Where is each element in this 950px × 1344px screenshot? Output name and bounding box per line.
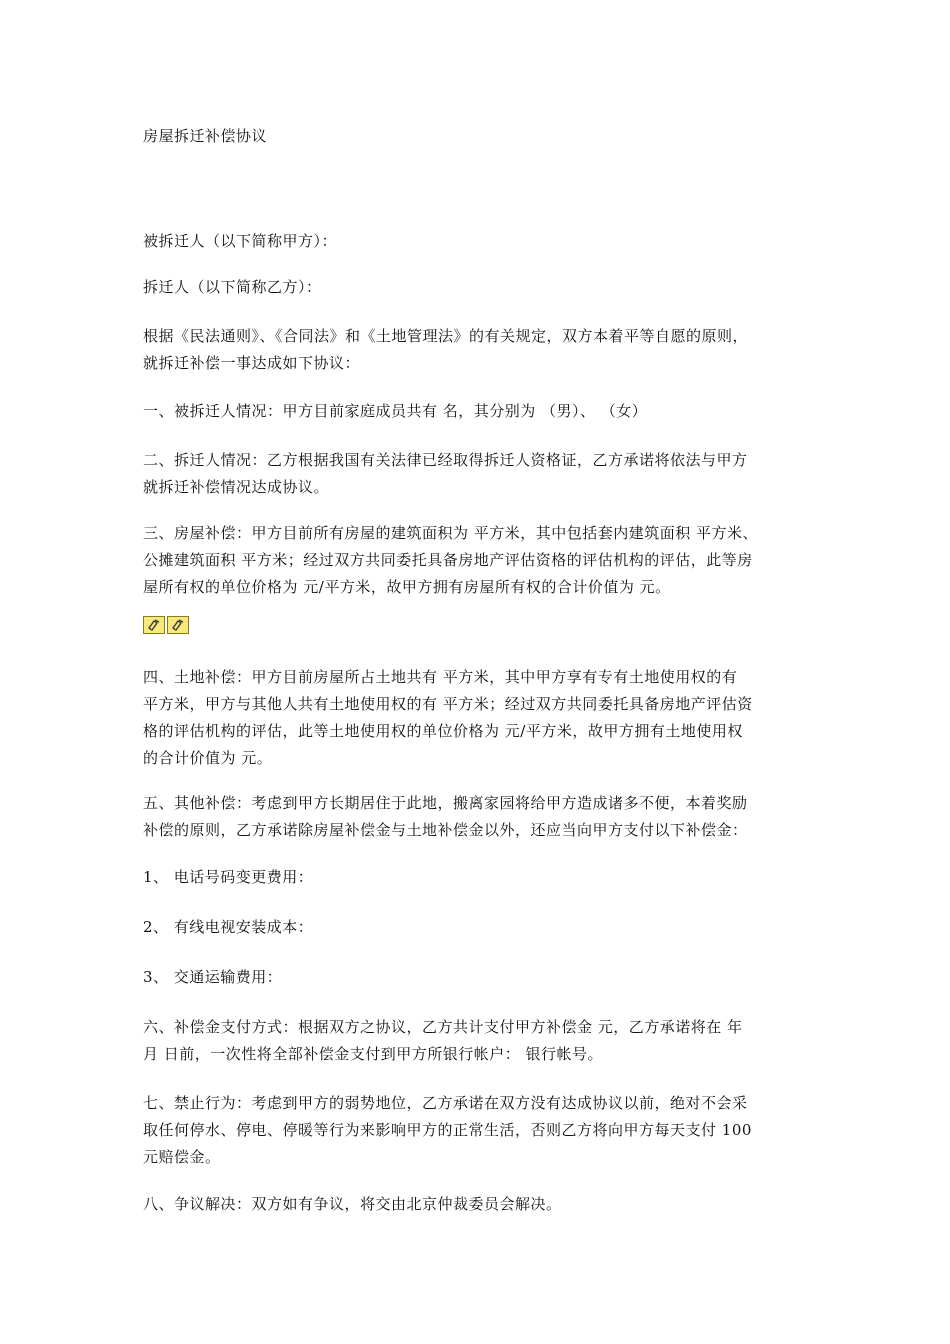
text-line: 月 日前，一次性将全部补偿金支付到甲方所银行帐户： 银行帐号。 [143,1045,604,1063]
text-line: 格的评估机构的评估，此等土地使用权的单位价格为 元/平方米，故甲方拥有土地使用权 [143,722,743,740]
text-line: 公摊建筑面积 平方米；经过双方共同委托具备房地产评估资格的评估机构的评估，此等房 [143,551,753,569]
intro-paragraph [143,323,813,377]
text-line: 取任何停水、停电、停暖等行为来影响甲方的正常生活，否则乙方将向甲方每天支付 100 [143,1121,752,1139]
text-line: 的合计价值为 元。 [143,749,273,767]
clause-7 [143,1090,813,1171]
clause-3 [143,520,813,601]
text-line: 平方米，甲方与其他人共有土地使用权的有 平方米；经过双方共同委托具备房地产评估资 [143,695,753,713]
text-line: 根据《民法通则》、《合同法》和《土地管理法》的有关规定，双方本着平等自愿的原则， [143,327,749,345]
text-line: 就拆迁补偿情况达成协议。 [143,478,330,496]
list-item-2: 2、 有线电视安装成本： [143,918,314,936]
text-line: 屋所有权的单位价格为 元/平方米，故甲方拥有房屋所有权的合计价值为 元。 [143,578,671,596]
text-line: 元赔偿金。 [143,1148,221,1166]
clause-6 [143,1014,813,1068]
text-line: 五、其他补偿：考虑到甲方长期居住于此地，搬离家园将给甲方造成诸多不便，本着奖励 [143,794,748,812]
text-line: 补偿的原则，乙方承诺除房屋补偿金与土地补偿金以外，还应当向甲方支付以下补偿金： [143,821,748,839]
document-title: 房屋拆迁补偿协议 [143,127,268,145]
list-item-1: 1、 电话号码变更费用： [143,868,314,886]
text-line: 六、补偿金支付方式：根据双方之协议，乙方共计支付甲方补偿金 元，乙方承诺将在 年 [143,1018,743,1036]
text-line: 二、拆迁人情况：乙方根据我国有关法律已经取得拆迁人资格证，乙方承诺将依法与甲方 [143,451,748,469]
clause-4 [143,664,813,772]
embedded-object-icons [143,616,189,634]
link-icon [143,616,165,634]
clause-8: 八、争议解决：双方如有争议，将交由北京仲裁委员会解决。 [143,1195,562,1213]
text-line: 七、禁止行为：考虑到甲方的弱势地位，乙方承诺在双方没有达成协议以前，绝对不会采 [143,1094,748,1112]
text-line: 四、土地补偿：甲方目前房屋所占土地共有 平方米，其中甲方享有专有土地使用权的有 [143,668,738,686]
list-item-3: 3、 交通运输费用： [143,968,283,986]
link-icon [167,616,189,634]
clause-5 [143,790,813,844]
party-a-line: 被拆迁人（以下简称甲方）： [143,232,338,250]
clause-2 [143,447,813,501]
text-line: 就拆迁补偿一事达成如下协议： [143,354,361,372]
clause-1: 一、被拆迁人情况：甲方目前家庭成员共有 名，其分别为 （男）、 （女） [143,402,648,420]
party-b-line: 拆迁人（以下简称乙方）： [143,278,322,296]
text-line: 三、房屋补偿：甲方目前所有房屋的建筑面积为 平方米，其中包括套内建筑面积 平方米、 [143,524,759,542]
